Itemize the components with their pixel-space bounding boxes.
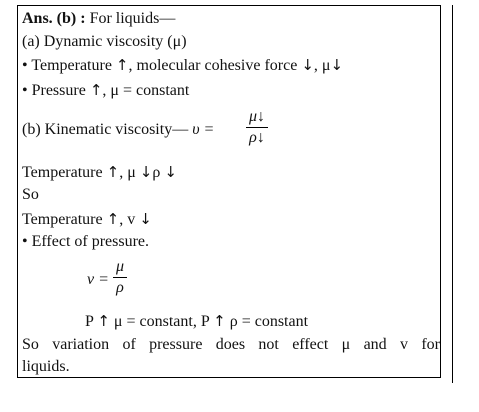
answer-line	[22, 10, 175, 28]
rho-text: ρ	[152, 164, 165, 181]
kinematic-heading	[22, 121, 214, 139]
down-arrow-icon: ↓	[301, 56, 314, 74]
kinematic-fraction	[246, 108, 268, 147]
up-arrow-icon: ↑	[106, 163, 120, 181]
up-arrow-icon: ↑	[89, 81, 103, 99]
down-arrow-icon: ↓	[139, 210, 152, 228]
up-arrow-icon: ↑	[115, 56, 129, 74]
nu-equals	[87, 271, 109, 289]
down-arrow-icon: ↓	[164, 163, 177, 181]
temperature-text: Temperature	[22, 211, 107, 228]
pressure-effect-bullet: • Effect of pressure.	[22, 233, 150, 250]
up-arrow-icon: ↑	[97, 312, 110, 330]
down-arrow-icon: ↓	[330, 56, 344, 74]
pressure-constant-line	[85, 312, 308, 331]
dynamic-temperature-line	[22, 56, 343, 75]
conclusion-line-2: liquids.	[22, 358, 70, 375]
fraction-denominator: ρ↓	[249, 129, 265, 146]
dynamic-heading: (a) Dynamic viscosity (μ)	[22, 33, 187, 50]
nu-symbol: ν =	[87, 271, 109, 288]
kinematic-heading-text: (b) Kinematic viscosity—	[22, 121, 193, 138]
p-text: P	[85, 313, 98, 330]
so-line: So	[22, 186, 39, 203]
kinematic-temperature-line	[22, 163, 177, 182]
fraction-numerator: μ↓	[246, 108, 268, 128]
mu-text: , μ	[313, 57, 331, 74]
margin-rule	[452, 5, 453, 383]
fraction-denominator: ρ	[116, 279, 124, 296]
cohesive-force-text: , molecular cohesive force	[128, 57, 302, 74]
v-text: , v	[119, 211, 140, 228]
up-arrow-icon: ↑	[106, 210, 120, 228]
answer-label: Ans. (b) :	[22, 10, 86, 27]
upsilon-equals: υ =	[192, 121, 215, 138]
pressure-fraction	[113, 258, 127, 297]
mu-constant-text: μ = constant, P	[109, 313, 214, 330]
kinematic-temperature-line-2	[22, 210, 152, 229]
answer-intro: For liquids—	[89, 10, 176, 27]
down-arrow-icon: ↓	[139, 163, 153, 181]
up-arrow-icon: ↑	[213, 312, 226, 330]
pressure-text: • Pressure	[22, 82, 90, 99]
conclusion-line-1: So variation of pressure does not effect μ and v for	[22, 336, 440, 353]
temperature-text: Temperature	[22, 164, 107, 181]
dynamic-pressure-line	[22, 81, 189, 100]
fraction-numerator: μ	[113, 258, 127, 278]
mu-text: , μ	[119, 164, 140, 181]
mu-constant-text: , μ = constant	[102, 82, 190, 99]
dynamic-temp-text: • Temperature	[22, 57, 116, 74]
rho-constant-text: ρ = constant	[225, 313, 309, 330]
